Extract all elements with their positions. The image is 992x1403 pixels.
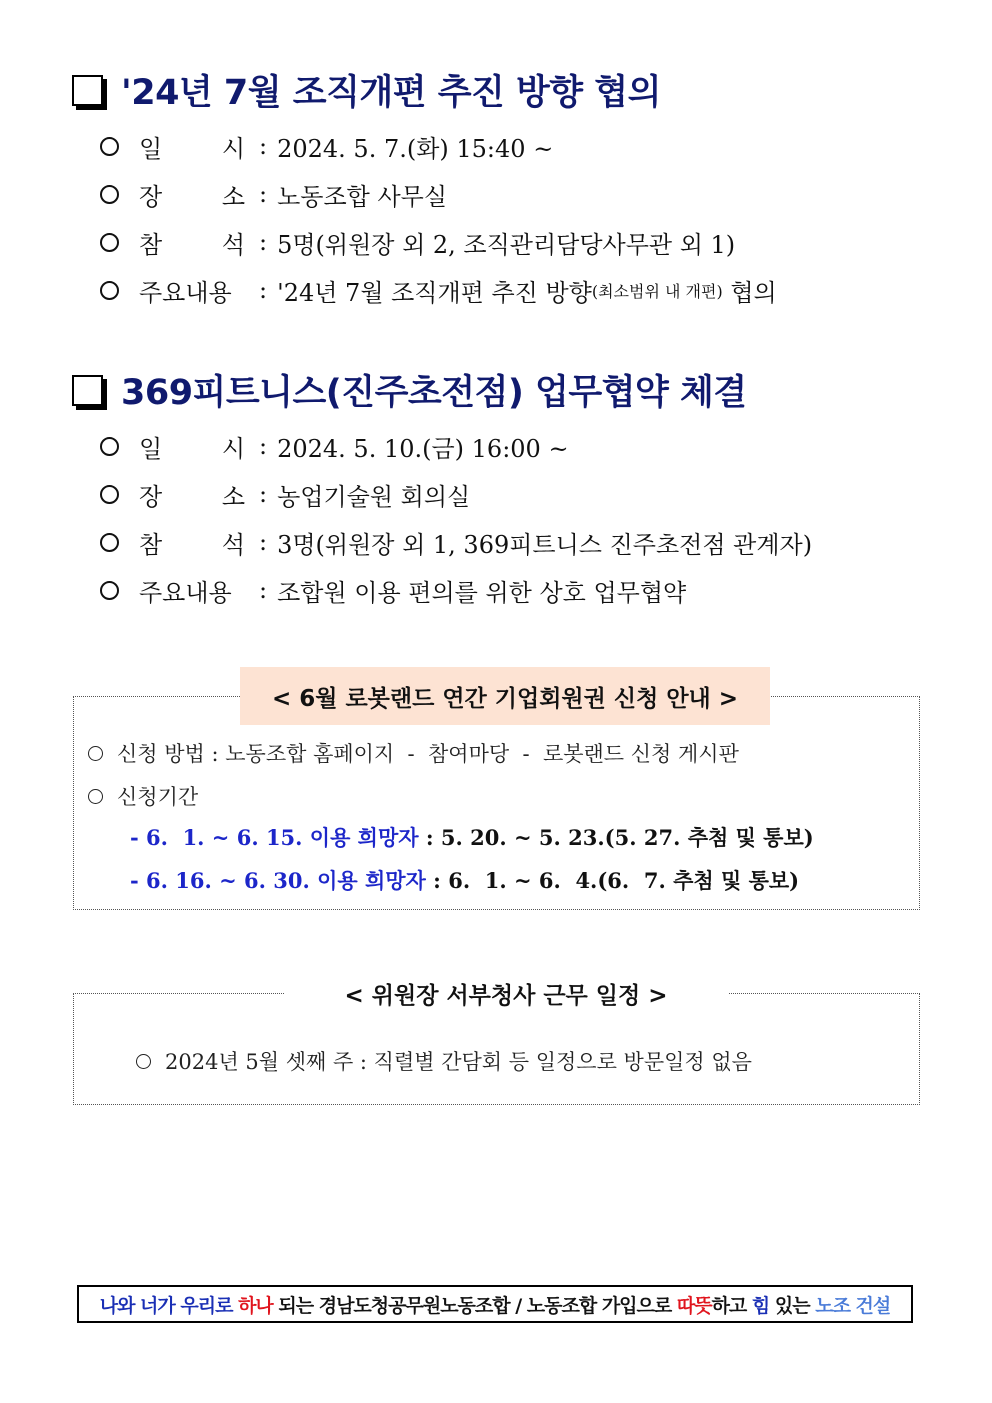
item-label: 일 시	[139, 134, 245, 163]
footer-slogan: 나와 너가 우리로 하나 되는 경남도청공무원노동조합 / 노동조합 가입으로 따뜻 하고 힘 있는 노조 건설	[77, 1285, 913, 1323]
circle-bullet-icon	[100, 137, 119, 156]
section-2-item-date: 일 시 : 2024. 5. 10.(금) 16:00 ~	[100, 428, 569, 464]
section-1-item-date: 일 시 : 2024. 5. 7.(화) 15:40 ~	[100, 128, 553, 164]
item-label: 장 소	[139, 182, 245, 211]
circle-bullet-icon	[100, 281, 119, 300]
item-value: 5명(위원장 외 2, 조직관리담당사무관 외 1)	[277, 230, 736, 259]
circle-bullet-icon	[100, 581, 119, 600]
section-1-title	[72, 62, 661, 118]
circle-bullet-icon	[136, 1054, 151, 1069]
section-2-title	[72, 362, 747, 418]
section-2-item-content: 주요내용 : 조합원 이용 편의를 위한 상호 업무협약	[100, 572, 686, 608]
item-label: 일 시	[139, 434, 245, 463]
section-1-item-content: 주요내용 : '24년 7월 조직개편 추진 방향 (최소범위 내 개편) 협의	[100, 272, 777, 308]
item-value: 노동조합 사무실	[277, 182, 448, 211]
item-label: 주요내용	[139, 578, 232, 607]
circle-bullet-icon	[100, 533, 119, 552]
robotland-method: 신청 방법 : 노동조합 홈페이지 - 참여마당 - 로봇랜드 신청 게시판	[88, 737, 739, 769]
item-label: 주요내용	[139, 278, 232, 307]
circle-bullet-icon	[88, 789, 103, 804]
checkbox-square-icon	[72, 375, 103, 406]
circle-bullet-icon	[88, 746, 103, 761]
robotland-period-label: 신청기간	[88, 780, 198, 812]
item-value: 2024. 5. 7.(화) 15:40 ~	[277, 134, 554, 163]
item-value: 농업기술원 회의실	[277, 482, 471, 511]
section-1-title-text: '24년 7월 조직개편 추진 방향 협의	[121, 73, 661, 113]
robotland-notice-title: < 6월 로봇랜드 연간 기업회원권 신청 안내 >	[240, 667, 770, 725]
robotland-period-2: - 6. 16. ~ 6. 30. 이용 희망자 : 6. 1. ~ 6. 4.(6. 7. 추첨 및 통보)	[130, 868, 800, 893]
item-label: 장 소	[139, 482, 245, 511]
item-value-tail: 협의	[722, 278, 777, 307]
section-1-item-place: 장 소 : 노동조합 사무실	[100, 176, 447, 212]
chairman-schedule-item: 2024년 5월 셋째 주 : 직렬별 간담회 등 일정으로 방문일정 없음	[136, 1045, 752, 1077]
item-label: 참 석	[139, 530, 245, 559]
section-1-item-attendees: 참 석 : 5명(위원장 외 2, 조직관리담당사무관 외 1)	[100, 224, 735, 260]
item-value: 2024. 5. 10.(금) 16:00 ~	[277, 434, 569, 463]
circle-bullet-icon	[100, 233, 119, 252]
chairman-schedule-title: < 위원장 서부청사 근무 일정 >	[284, 972, 728, 1014]
item-value-note: (최소범위 내 개편)	[591, 281, 723, 301]
item-label: 참 석	[139, 230, 245, 259]
checkbox-square-icon	[72, 75, 103, 106]
robotland-period-1: - 6. 1. ~ 6. 15. 이용 희망자 : 5. 20. ~ 5. 23.(5. 27. 추첨 및 통보)	[130, 825, 814, 850]
circle-bullet-icon	[100, 437, 119, 456]
section-2-title-text: 369피트니스(진주초전점) 업무협약 체결	[121, 373, 747, 413]
item-value: 3명(위원장 외 1, 369피트니스 진주초전점 관계자)	[277, 530, 813, 559]
circle-bullet-icon	[100, 485, 119, 504]
circle-bullet-icon	[100, 185, 119, 204]
item-value: 조합원 이용 편의를 위한 상호 업무협약	[277, 578, 687, 607]
item-value: '24년 7월 조직개편 추진 방향	[277, 278, 592, 307]
section-2-item-attendees: 참 석 : 3명(위원장 외 1, 369피트니스 진주초전점 관계자)	[100, 524, 812, 560]
section-2-item-place: 장 소 : 농업기술원 회의실	[100, 476, 470, 512]
